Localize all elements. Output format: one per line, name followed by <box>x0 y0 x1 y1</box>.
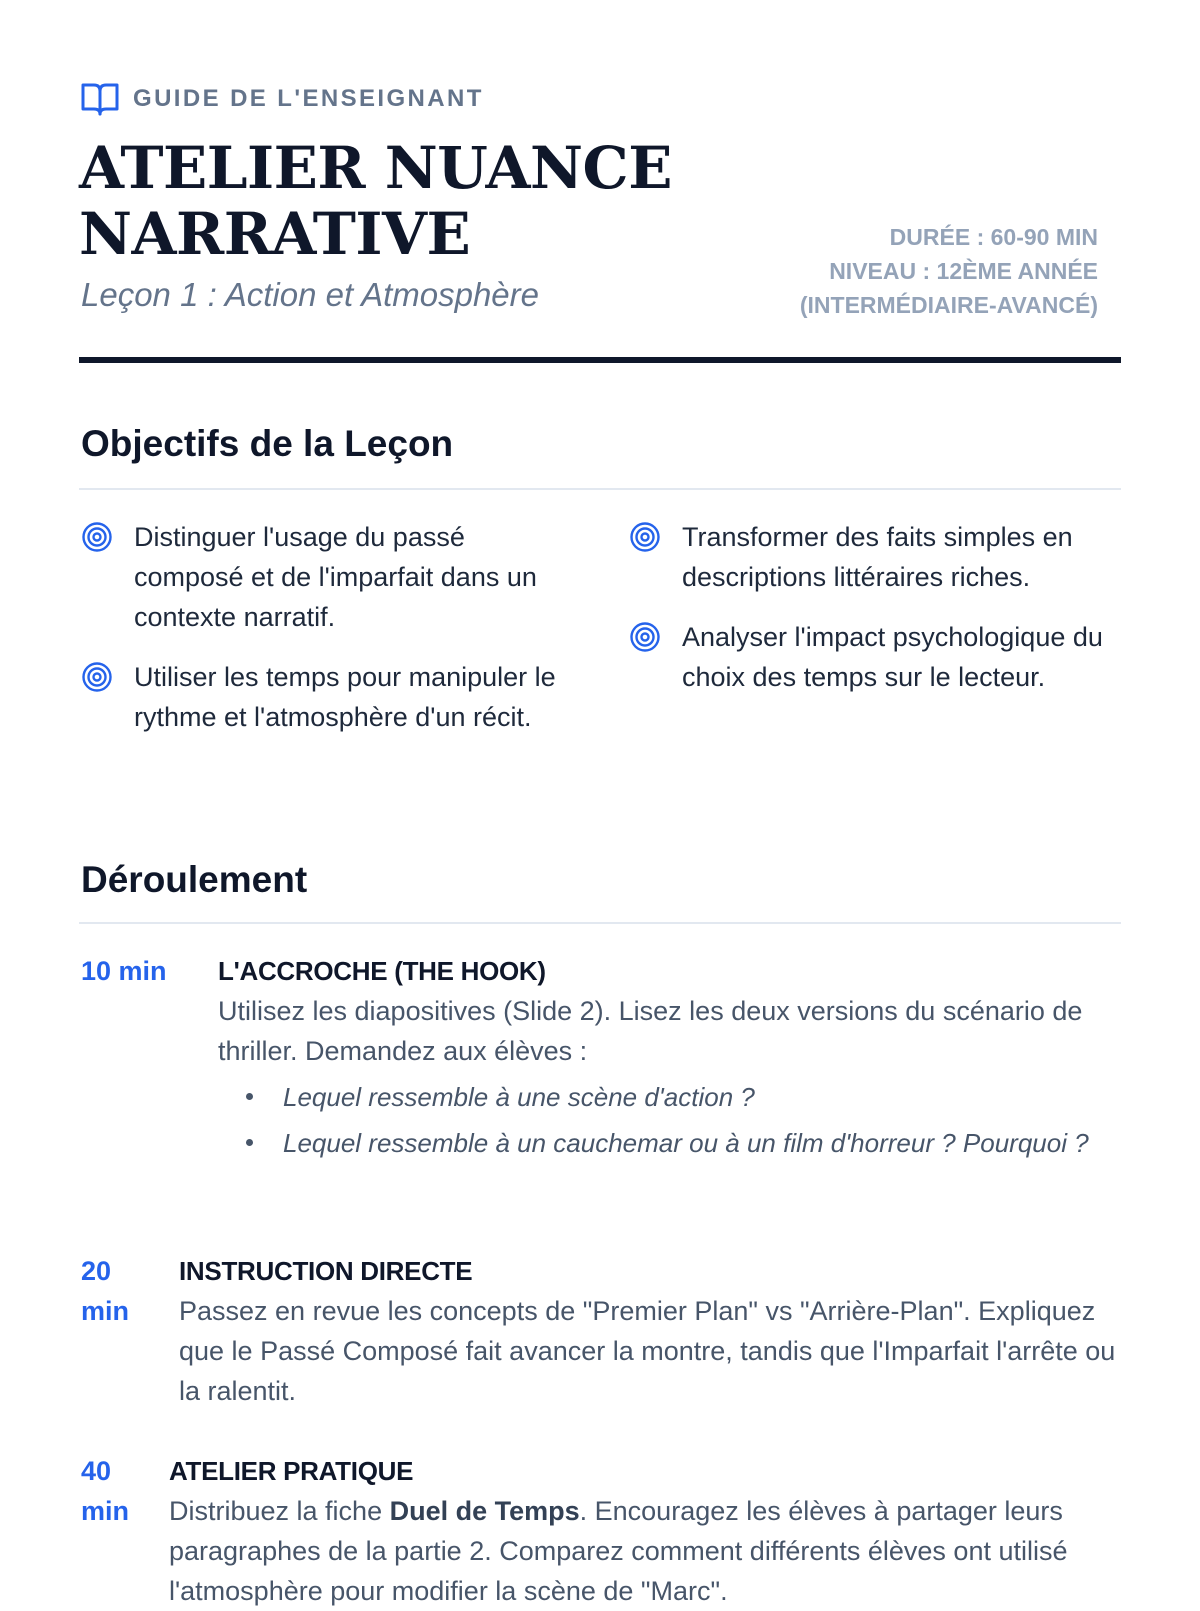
step-description: Passez en revue les concepts de "Premier Plan" vs "Arrière-Plan". Expliquez que le Passé Composé fait avancer la montre, tandis que l'Imparfait l'arrête ou la ralentit. <box>179 1296 1116 1406</box>
description-text: Distribuez la fiche <box>169 1496 390 1526</box>
target-icon <box>629 621 661 653</box>
question-text: Lequel ressemble à une scène d'action ? <box>283 1082 755 1112</box>
title-line-2: NARRATIVE <box>79 200 471 268</box>
step-body <box>218 951 1121 1169</box>
target-icon <box>81 521 113 553</box>
bullet-icon <box>246 1093 253 1100</box>
target-icon <box>81 661 113 693</box>
duration-label: DURÉE : 60-90 MIN <box>889 224 1098 250</box>
question-text: Lequel ressemble à un cauchemar ou à un film d'horreur ? Pourquoi ? <box>283 1128 1089 1158</box>
step-duration: 40 min <box>81 1456 130 1526</box>
level-label: NIVEAU : 12ÈME ANNÉE <box>829 258 1098 284</box>
level-detail: (INTERMÉDIAIRE-AVANCÉ) <box>799 292 1098 318</box>
description-text: . Encouragez les élèves à partager leurs paragraphes de la partie 2. Comparez comment différents élèves ont utilisé l'atmosphère pour modifier la scène de "Marc". <box>169 1496 1068 1606</box>
step-heading: ATELIER PRATIQUE <box>169 1456 414 1486</box>
objective-text: Transformer des faits simples en descriptions littéraires riches. <box>682 522 1073 592</box>
schedule-title: Déroulement <box>81 859 308 900</box>
step-duration: 10 min <box>81 956 167 986</box>
step-body <box>179 1251 1121 1411</box>
open-book-icon <box>81 82 119 116</box>
title-line-1: ATELIER NUANCE <box>79 134 672 202</box>
objectives-divider <box>79 488 1121 490</box>
guide-label: GUIDE DE L'ENSEIGNANT <box>133 85 484 112</box>
worksheet-name: Duel de Temps <box>389 1496 580 1526</box>
bullet-icon <box>246 1139 253 1146</box>
lesson-subtitle: Leçon 1 : Action et Atmosphère <box>81 276 539 313</box>
step-question-list <box>218 1077 1121 1163</box>
list-item <box>246 1077 1121 1117</box>
step-body <box>169 1451 1121 1611</box>
target-icon <box>629 521 661 553</box>
schedule-step <box>81 1251 1121 1421</box>
page-title <box>79 135 672 267</box>
objective-text: Analyser l'impact psychologique du choix des temps sur le lecteur. <box>682 622 1103 692</box>
list-item <box>246 1123 1121 1163</box>
step-heading: L'ACCROCHE (THE HOOK) <box>218 956 546 986</box>
step-description: Utilisez les diapositives (Slide 2). Lisez les deux versions du scénario de thriller. Demandez aux élèves : <box>218 996 1083 1066</box>
header-divider <box>79 357 1121 363</box>
step-heading: INSTRUCTION DIRECTE <box>179 1256 473 1286</box>
schedule-divider <box>79 922 1121 924</box>
objective-text: Utiliser les temps pour manipuler le rythme et l'atmosphère d'un récit. <box>134 662 556 732</box>
objectives-title: Objectifs de la Leçon <box>81 423 454 464</box>
schedule-step <box>81 951 1121 1221</box>
schedule-step <box>81 1451 1121 1611</box>
objective-text: Distinguer l'usage du passé composé et de l'imparfait dans un contexte narratif. <box>134 522 537 632</box>
step-duration: 20 min <box>81 1256 130 1326</box>
lesson-meta <box>800 220 1098 322</box>
step-description <box>169 1491 1121 1611</box>
guide-kicker <box>81 82 484 116</box>
